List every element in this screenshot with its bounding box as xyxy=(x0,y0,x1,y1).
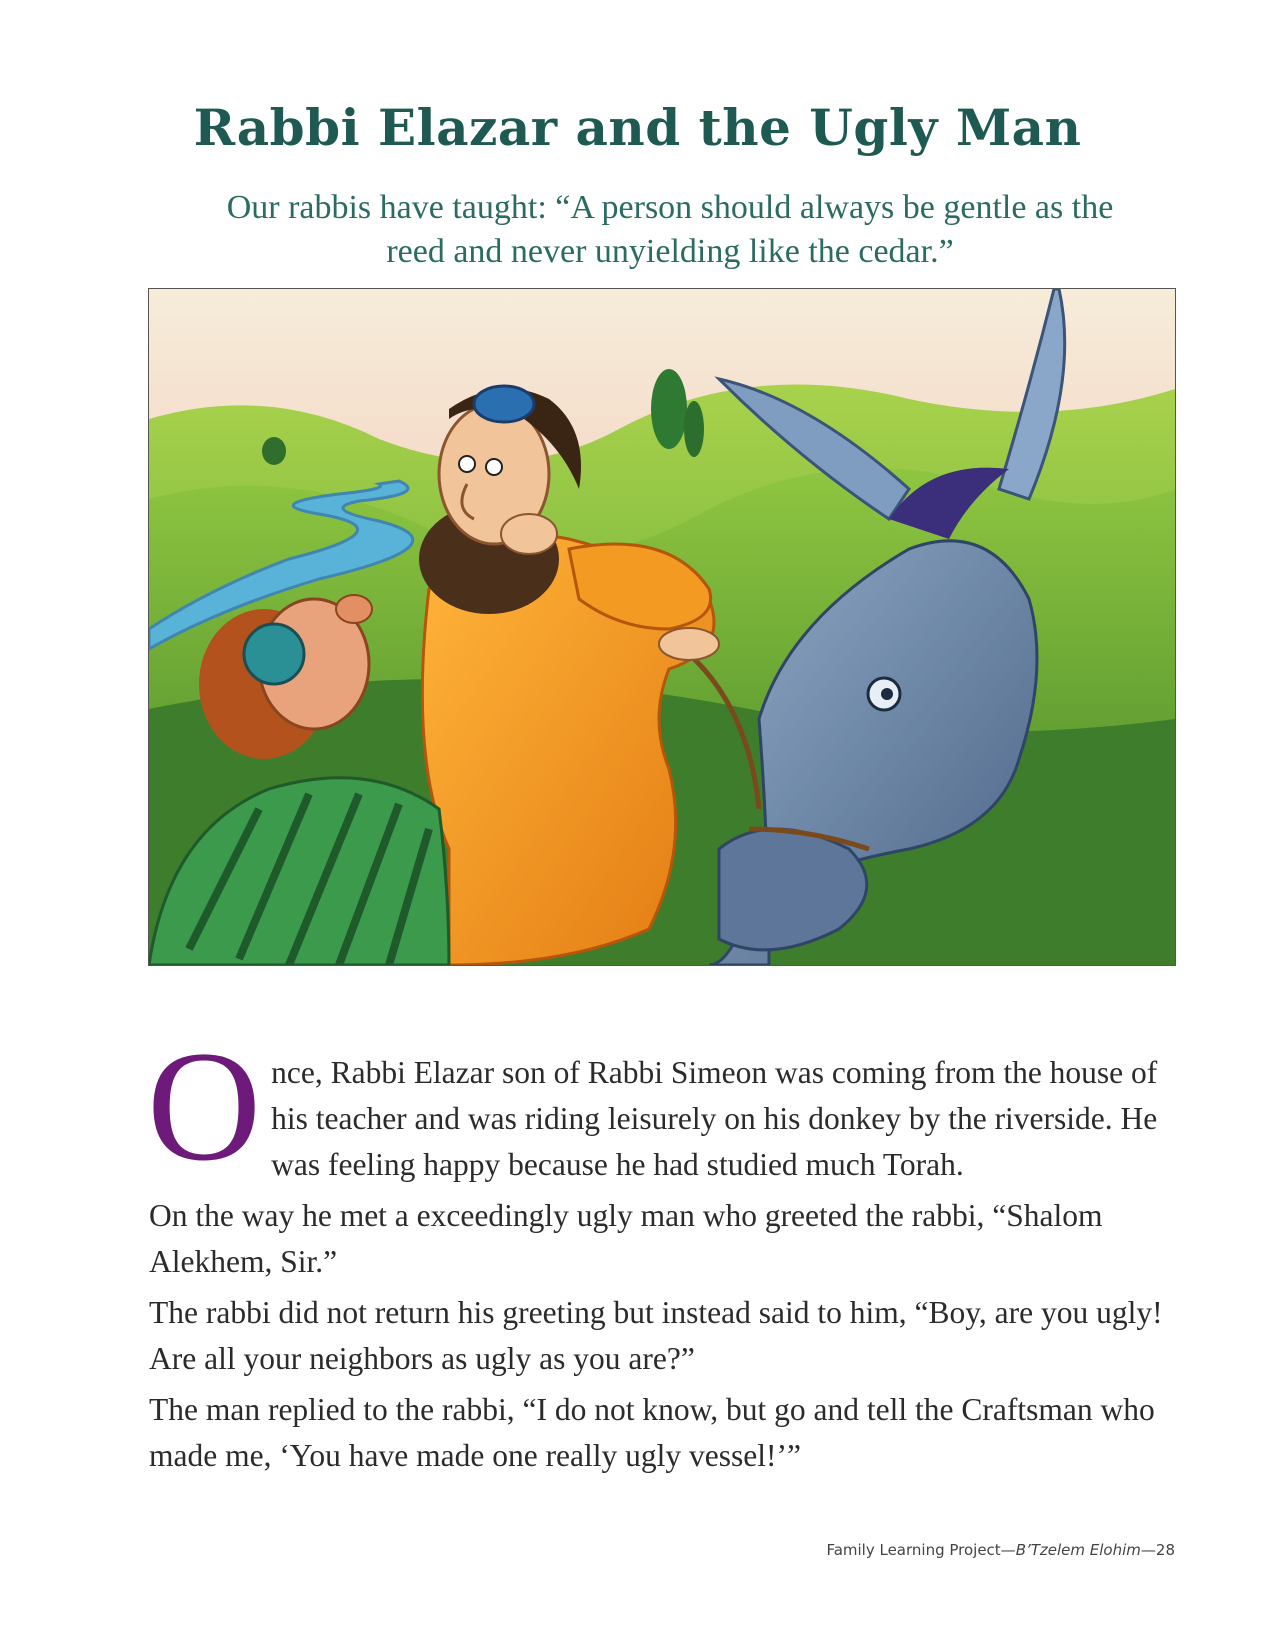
subtitle-line-1: Our rabbis have taught: “A person should always be gentle as the xyxy=(226,189,1114,226)
subtitle-line-2: reed and never unyielding like the cedar.” xyxy=(386,233,954,270)
rider-hand xyxy=(659,628,719,660)
rider-hand xyxy=(501,514,557,554)
footer-page-number: —28 xyxy=(1140,1541,1175,1559)
subtitle-quote xyxy=(120,186,1220,274)
footer-title: B’Tzelem Elohim xyxy=(1015,1541,1141,1559)
paragraph-1-text: nce, Rabbi Elazar son of Rabbi Simeon was coming from the house of his teacher and was riding leisurely on his donkey by the riverside. He was feeling happy because he had studied much Torah. xyxy=(271,1055,1158,1182)
story-paragraph-3: The rabbi did not return his greeting but instead said to him, “Boy, are you ugly! Are all your neighbors as ugly as you are?” xyxy=(149,1295,1163,1376)
story-paragraph-4: The man replied to the rabbi, “I do not know, but go and tell the Craftsman who made me, ‘You have made one really ugly vessel!’” xyxy=(149,1392,1155,1473)
man-nose xyxy=(336,595,372,623)
page-footer xyxy=(826,1541,1175,1559)
man-kippah xyxy=(244,624,304,684)
story-paragraph-2: On the way he met a exceedingly ugly man who greeted the rabbi, “Shalom Alekhem, Sir.” xyxy=(149,1198,1103,1279)
tree xyxy=(262,437,286,465)
illustration-svg xyxy=(149,289,1175,965)
story-illustration xyxy=(148,288,1176,966)
page-title: Rabbi Elazar and the Ugly Man xyxy=(193,98,1082,157)
tree xyxy=(651,369,687,449)
drop-cap: O xyxy=(147,1019,262,1194)
footer-prefix: Family Learning Project— xyxy=(826,1541,1016,1559)
story-paragraph-1 xyxy=(147,1019,1179,1194)
tree xyxy=(684,401,704,457)
story-text xyxy=(147,1019,1179,1484)
rider-kippah xyxy=(474,386,534,422)
